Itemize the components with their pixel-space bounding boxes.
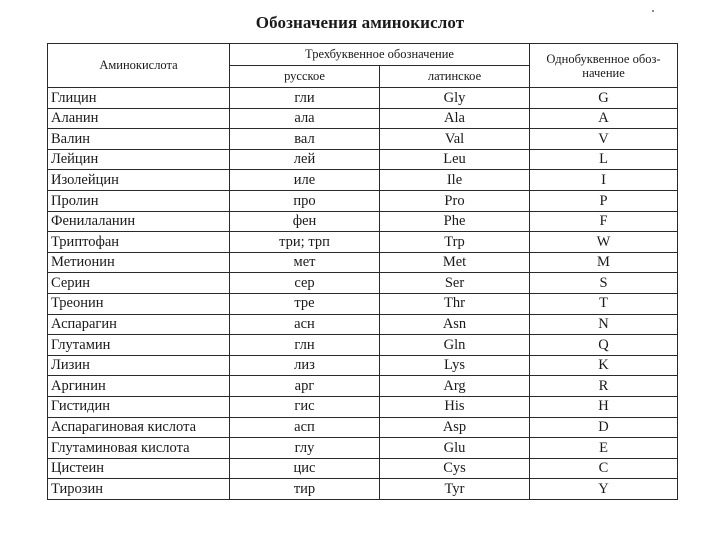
latin-code: Leu: [380, 149, 530, 170]
header-one-letter: [530, 44, 678, 88]
russian-code: арг: [230, 376, 380, 397]
russian-code: лиз: [230, 355, 380, 376]
table-row: [48, 438, 678, 459]
one-letter-code: H: [530, 396, 678, 417]
amino-acid-name: Лизин: [48, 355, 230, 376]
latin-code: His: [380, 396, 530, 417]
latin-code: Cys: [380, 458, 530, 479]
table-row: [48, 314, 678, 335]
latin-code: Pro: [380, 190, 530, 211]
amino-acid-name: Метионин: [48, 252, 230, 273]
russian-code: иле: [230, 170, 380, 191]
latin-code: Gly: [380, 88, 530, 109]
table-row: [48, 355, 678, 376]
amino-acid-name: Серин: [48, 273, 230, 294]
latin-code: Ala: [380, 108, 530, 129]
latin-code: Asn: [380, 314, 530, 335]
header-amino-acid: Аминокислота: [48, 44, 230, 88]
amino-acid-name: Лейцин: [48, 149, 230, 170]
russian-code: асп: [230, 417, 380, 438]
latin-code: Ser: [380, 273, 530, 294]
table-row: [48, 232, 678, 253]
latin-code: Ile: [380, 170, 530, 191]
one-letter-code: K: [530, 355, 678, 376]
table-row: [48, 417, 678, 438]
table-row: [48, 479, 678, 500]
russian-code: про: [230, 190, 380, 211]
table-row: [48, 108, 678, 129]
russian-code: сер: [230, 273, 380, 294]
header-russian: русское: [230, 66, 380, 88]
page-title: Обозначения аминокислот: [255, 13, 465, 32]
latin-code: Met: [380, 252, 530, 273]
amino-acid-name: Аспарагин: [48, 314, 230, 335]
russian-code: мет: [230, 252, 380, 273]
amino-acid-name: Треонин: [48, 293, 230, 314]
one-letter-code: W: [530, 232, 678, 253]
latin-code: Glu: [380, 438, 530, 459]
one-letter-code: V: [530, 129, 678, 150]
scan-speck: [652, 10, 654, 12]
amino-acid-name: Аланин: [48, 108, 230, 129]
amino-acid-name: Тирозин: [48, 479, 230, 500]
one-letter-code: P: [530, 190, 678, 211]
amino-acid-name: Аргинин: [48, 376, 230, 397]
russian-code: гис: [230, 396, 380, 417]
amino-acid-name: Глицин: [48, 88, 230, 109]
amino-acid-name: Валин: [48, 129, 230, 150]
one-letter-code: N: [530, 314, 678, 335]
amino-acid-name: Триптофан: [48, 232, 230, 253]
table-row: [48, 293, 678, 314]
latin-code: Gln: [380, 335, 530, 356]
one-letter-code: M: [530, 252, 678, 273]
header-three-letter: Трехбуквенное обозначение: [230, 44, 530, 66]
one-letter-code: T: [530, 293, 678, 314]
russian-code: тре: [230, 293, 380, 314]
table-row: [48, 458, 678, 479]
header-latin: латинское: [380, 66, 530, 88]
table-row: [48, 273, 678, 294]
amino-acid-name: Глутамин: [48, 335, 230, 356]
amino-acid-name: Цистеин: [48, 458, 230, 479]
one-letter-code: Q: [530, 335, 678, 356]
russian-code: глн: [230, 335, 380, 356]
amino-acid-name: Фенилаланин: [48, 211, 230, 232]
russian-code: лей: [230, 149, 380, 170]
one-letter-code: L: [530, 149, 678, 170]
table-row: [48, 129, 678, 150]
table-row: [48, 252, 678, 273]
russian-code: фен: [230, 211, 380, 232]
russian-code: асн: [230, 314, 380, 335]
table-row: [48, 211, 678, 232]
latin-code: Arg: [380, 376, 530, 397]
russian-code: тир: [230, 479, 380, 500]
amino-acid-name: Гистидин: [48, 396, 230, 417]
amino-acid-name: Изолейцин: [48, 170, 230, 191]
latin-code: Trp: [380, 232, 530, 253]
russian-code: ала: [230, 108, 380, 129]
one-letter-code: E: [530, 438, 678, 459]
table-row: [48, 335, 678, 356]
amino-acid-table: [47, 43, 678, 500]
russian-code: цис: [230, 458, 380, 479]
latin-code: Lys: [380, 355, 530, 376]
latin-code: Asp: [380, 417, 530, 438]
one-letter-code: R: [530, 376, 678, 397]
table-row: [48, 190, 678, 211]
amino-acid-name: Аспарагиновая кислота: [48, 417, 230, 438]
russian-code: глу: [230, 438, 380, 459]
one-letter-code: D: [530, 417, 678, 438]
latin-code: Phe: [380, 211, 530, 232]
table-row: [48, 149, 678, 170]
russian-code: гли: [230, 88, 380, 109]
table-row: [48, 396, 678, 417]
table-row: [48, 88, 678, 109]
one-letter-code: G: [530, 88, 678, 109]
latin-code: Tyr: [380, 479, 530, 500]
table-row: [48, 376, 678, 397]
latin-code: Val: [380, 129, 530, 150]
one-letter-code: A: [530, 108, 678, 129]
one-letter-code: Y: [530, 479, 678, 500]
russian-code: три; трп: [230, 232, 380, 253]
amino-acid-name: Глутаминовая кислота: [48, 438, 230, 459]
one-letter-code: F: [530, 211, 678, 232]
amino-acid-name: Пролин: [48, 190, 230, 211]
one-letter-code: I: [530, 170, 678, 191]
header-one-letter-label: Однобуквенное обоз- начение: [546, 51, 661, 80]
latin-code: Thr: [380, 293, 530, 314]
russian-code: вал: [230, 129, 380, 150]
table-row: [48, 170, 678, 191]
one-letter-code: S: [530, 273, 678, 294]
one-letter-code: C: [530, 458, 678, 479]
